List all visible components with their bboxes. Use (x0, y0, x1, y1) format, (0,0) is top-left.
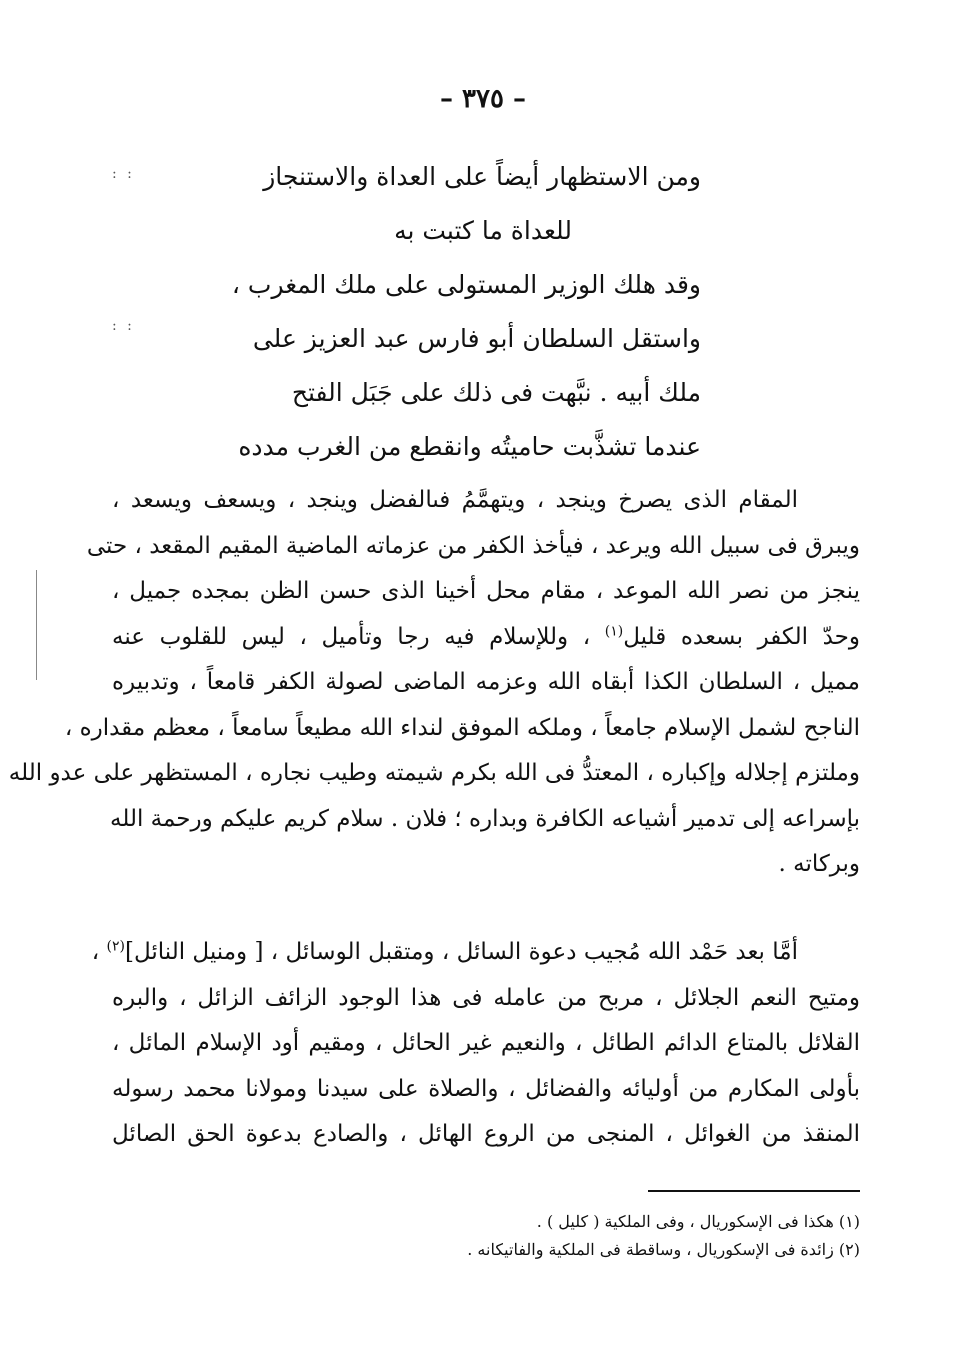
paragraph-line-segment: ، وللإسلام فيه رجا وتأميل ، ليس للقلوب عنه (112, 623, 605, 650)
paragraph-line (91, 930, 860, 976)
footnote-2: (٢) زائدة فى الإسكوريال ، وساقطة فى الملكية والفاتيكانه . (467, 1240, 860, 1259)
paragraph-line: وبركاته . (778, 851, 860, 877)
heading-line: عندما تشذَّبت حاميتُه وانقطع من الغرب مدده (238, 432, 701, 461)
heading-line: للعداة ما كتبت به (394, 216, 572, 245)
paragraph-line: بإسراعه إلى تدمير أشياعه الكافرة وبداره ؛ فلان . سلام كريم عليكم ورحمة الله (110, 805, 860, 832)
footnotes (300, 1208, 860, 1264)
paragraph-line: القلائل بالمتاع الدائم الطائل ، والنعيم غير الحائل ، ومقيم أود الإسلام المائل ، (112, 1030, 860, 1056)
paragraph-line: المنقذ من الغوائل ، المنجى من الروع الهائل ، والصادع بدعوة الحق الصائل (112, 1121, 860, 1147)
paragraph-line-segment: ، (91, 939, 107, 965)
binding-edge-line (36, 570, 37, 680)
footnote-divider (648, 1190, 860, 1192)
paragraph-line: ينجز من نصر الله الموعد ، مقام محل أخينا الذى حسن الظن بمجده جميل ، (112, 578, 860, 604)
paragraph-address (8, 478, 860, 888)
paragraph-praise (91, 930, 860, 1158)
paragraph-line (112, 615, 860, 661)
footnote-1: (١) هكذا فى الإسكوريال ، وفى الملكية ( كليل ) . (536, 1212, 860, 1231)
paragraph-line: مميل ، السلطان الكذا أبقاه الله وعزمه الماضى لصولة الكفر قامعاً ، وتدبيره (112, 669, 860, 695)
page-number: – ٣٧٥ – (439, 84, 527, 114)
paragraph-line: بأولى المكارم من أوليائه والفضائل ، والصلاة على سيدنا ومولانا محمد رسوله (112, 1075, 860, 1102)
paragraph-line-segment: وحدّ الكفر بسعده قليل (623, 623, 860, 650)
heading-line: واستقل السلطان أبو فارس عبد العزيز على (252, 324, 701, 353)
heading-line: ملك أبيه . نبَّهت فى ذلك على جَبَل الفتح (291, 378, 701, 407)
footnote-ref-1: (١) (604, 622, 624, 639)
margin-mark: : : (112, 166, 135, 182)
footnote-ref-2: (٢) (106, 938, 125, 955)
margin-mark: : : (112, 318, 135, 334)
paragraph-line: الناجح لشمل الإسلام جامعاً ، وملكه الموفق لنداء الله مطيعاً سامعاً ، معظم مقداره ، (64, 714, 860, 741)
heading-line: ومن الاستظهار أيضاً على العداة والاستنجاز (263, 162, 701, 191)
heading-line: وقد هلك الوزير المستولى على ملك المغرب ، (231, 270, 701, 299)
paragraph-line: ومتيح النعم الجلائل ، مربح من عامله فى هذا الوجود الزائف الزائل ، والبره (112, 984, 860, 1011)
letter-heading (231, 150, 701, 474)
paragraph-line: وملتزم إجلاله وإكباره ، المعتدُّ فى الله بكرم شيمته وطيب نجاره ، المستظهر على عدو الله (8, 760, 860, 786)
paragraph-line: ويبرق فى سبيل الله ويرعد ، فيأخذ الكفر من عزماته الماضية المقيم المقعد ، حتى (86, 532, 860, 559)
paragraph-line-segment: أمَّا بعد حَمْد الله مُجيب دعوة السائل ، ومتقبل الوسائل ، [ ومنيل النائل] (124, 939, 798, 965)
paragraph-line: المقام الذى يصرخ وينجد ، ويتهمَّمُ فىالفضل وينجد ، ويسعف ويسعد ، (112, 487, 798, 513)
